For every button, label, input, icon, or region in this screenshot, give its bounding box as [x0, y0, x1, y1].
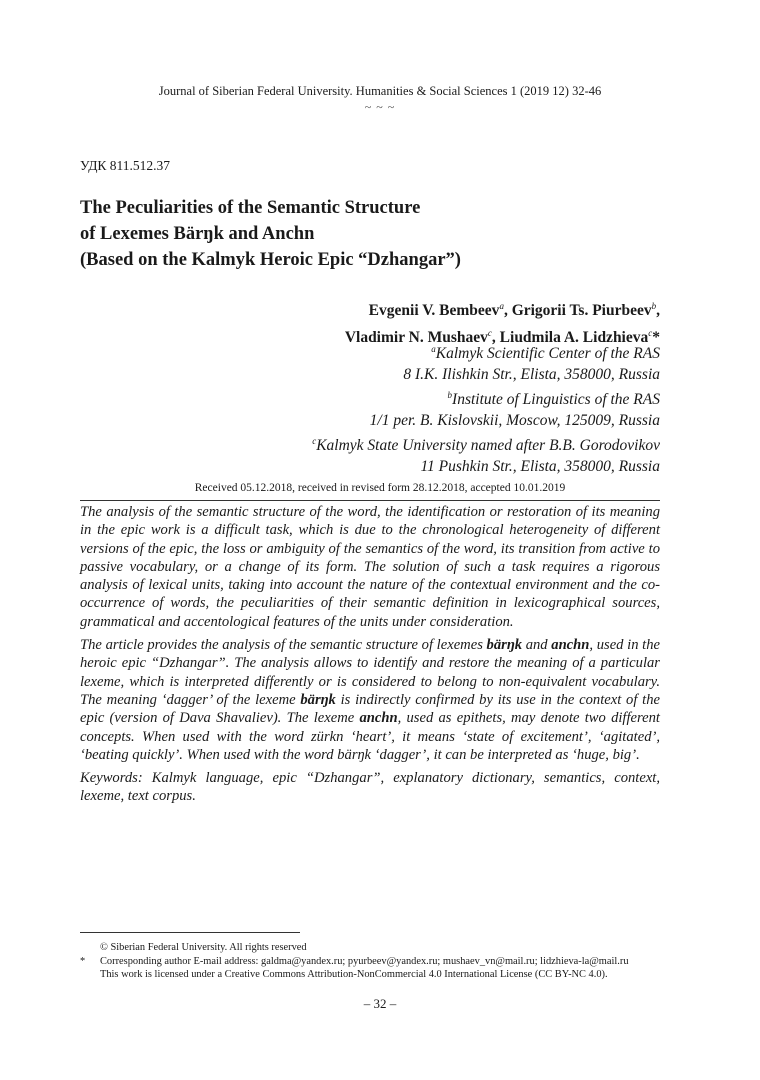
author-separator: , — [491, 329, 500, 347]
affil-mark: c — [312, 436, 317, 447]
abstract-text: , used in the heroic epic “Dzhangar”. The analysis allows to identify and restore the meaning of a particular lexeme, which is interpreted differently or is considered to belong to non-equivalent vocabulary. The meaning ‘dagger’ of the lexeme — [80, 637, 660, 708]
footnote-copyright — [80, 941, 680, 955]
author-separator: * — [652, 329, 660, 347]
author-affil-mark: c — [648, 328, 653, 339]
license-text: This work is licensed under a Creative Commons Attribution-NonCommercial 4.0 International License (CC BY-NC 4.0). — [100, 969, 608, 980]
abstract-text: is indirectly confirmed by its use in the context of the epic (version of Dava Shavaliev). The lexeme — [80, 691, 660, 727]
affiliation-text: 8 I.K. Ilishkin Str., Elista, 358000, Russia — [403, 365, 660, 383]
abstract-divider — [80, 500, 660, 501]
footnote-corresponding — [80, 955, 680, 969]
affiliation-line — [312, 431, 660, 457]
footnote-star: * — [80, 955, 86, 967]
affiliations — [312, 339, 660, 477]
article-title — [80, 195, 461, 273]
abstract-text: , used as epithets, may denote two different concepts. When used with the word zürkn ‘heart’, it means ‘state of excitement’, ‘agitated’, ‘beating quickly’. When used with the word bärŋk ‘dagger’, it can be interpreted as ‘huge, big’. — [80, 710, 660, 763]
email-text: Corresponding author E-mail address: galdma@yandex.ru; pyurbeev@yandex.ru; mushaev_vn@mail.ru; lidzhieva-la@mail.ru — [100, 955, 629, 967]
affiliation-line — [312, 411, 660, 432]
author-name: Grigorii Ts. Piurbeev — [511, 302, 652, 320]
affil-mark: a — [431, 344, 436, 354]
received-dates: Received 05.12.2018, received in revised form 28.12.2018, accepted 10.01.2019 — [194, 482, 566, 494]
footnote-divider — [80, 932, 300, 933]
copyright-text: © Siberian Federal University. All rights reserved — [100, 942, 307, 953]
affiliation-line — [312, 385, 660, 411]
author-affil-mark: a — [499, 301, 504, 311]
affiliation-text: 11 Pushkin Str., Elista, 358000, Russia — [420, 457, 660, 475]
title-line-3: (Based on the Kalmyk Heroic Epic “Dzhangar”) — [80, 250, 461, 270]
footnote-license — [80, 968, 680, 982]
lexeme-barnk: bärŋk — [300, 691, 336, 708]
abstract — [80, 503, 660, 811]
footnotes — [80, 941, 680, 982]
udk-code: УДК 811.512.37 — [80, 158, 171, 173]
affiliation-text: Kalmyk State University named after B.B. Gorodovikov — [316, 437, 660, 455]
author-name: Evgenii V. Bembeev — [368, 302, 500, 320]
title-line-1: The Peculiarities of the Semantic Structure — [80, 198, 421, 218]
abstract-text: The article provides the analysis of the semantic structure of lexemes — [80, 637, 487, 654]
lexeme-anchn: anchn — [551, 637, 590, 654]
author-name: Vladimir N. Mushaev — [344, 329, 488, 347]
author-separator: , — [656, 302, 660, 320]
lexeme-barnk: bärŋk — [486, 637, 523, 654]
abstract-paragraph-2 — [80, 636, 660, 764]
affiliation-text: 1/1 per. B. Kislovskii, Moscow, 125009, Russia — [369, 411, 660, 429]
author-affil-mark: c — [487, 328, 492, 339]
title-line-2: of Lexemes Bärŋk and Anchn — [80, 224, 315, 244]
page-number: – 32 – — [363, 996, 397, 1011]
journal-header: Journal of Siberian Federal University. Humanities & Social Sciences 1 (2019 12) 32-46 — [158, 84, 602, 98]
author-name: Liudmila A. Lidzhieva — [499, 329, 649, 347]
affiliation-line — [312, 457, 660, 478]
affiliation-text: Institute of Linguistics of the RAS — [452, 391, 660, 409]
abstract-text: and — [522, 637, 552, 654]
affiliation-text: Kalmyk Scientific Center of the RAS — [435, 345, 660, 363]
header-ornament: ~ ~ ~ — [364, 100, 396, 114]
affil-mark: b — [447, 390, 453, 401]
affiliation-line — [312, 365, 660, 386]
affiliation-line — [312, 339, 660, 365]
author-affil-mark: b — [651, 301, 657, 311]
keywords: Keywords: Kalmyk language, epic “Dzhangar”, explanatory dictionary, semantics, context, lexeme, text corpus. — [80, 770, 660, 805]
abstract-paragraph-1: The analysis of the semantic structure of the word, the identification or restoration of its meaning in the epic work is a difficult task, which is due to the chronological heterogeneity of different versions of the epic, the loss or ambiguity of the semantics of the word, its transition from active to passive vocabulary, or a change of its form. The solution of such a task requires a rigorous analysis of lexical units, taking into account the nature of the contextual environment and the co-occurrence of words, the peculiarities of their semantic definition in lexicographical sources, grammatical and accentological features of the units under consideration. — [80, 504, 660, 630]
lexeme-anchn: anchn — [359, 710, 398, 727]
author-separator: , — [503, 302, 512, 320]
author-line-1 — [345, 295, 660, 322]
